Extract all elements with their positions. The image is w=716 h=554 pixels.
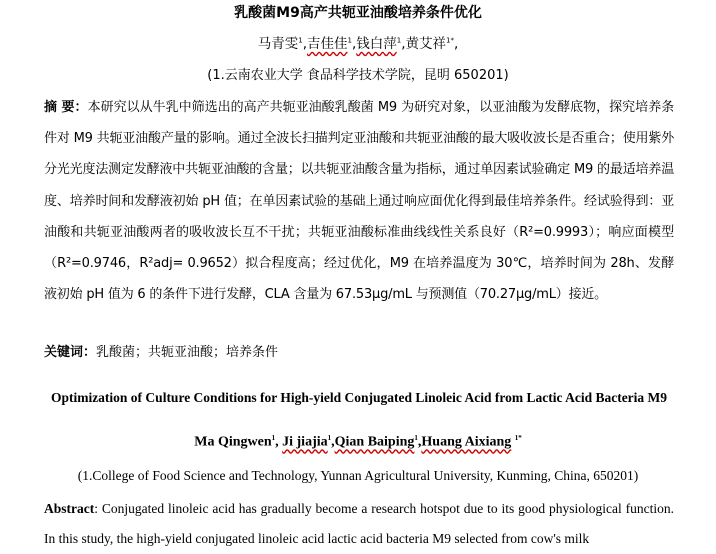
author-name: Ji jiajia [282, 434, 328, 450]
author-affil-mark: 1 [271, 434, 276, 442]
abstract-label: 摘 要： [44, 100, 88, 115]
author-affil-mark: 1* [446, 36, 454, 45]
author-name: Qian Baiping [334, 434, 415, 450]
author-affil-mark: 1 [347, 36, 352, 45]
english-title: Optimization of Culture Conditions for High-yield Conjugated Linoleic Acid from Lactic Acid Bacteria M9 [50, 390, 668, 405]
chinese-title: 乳酸菌M9高产共轭亚油酸培养条件优化 [234, 5, 482, 21]
abstract-body: 本研究以从牛乳中筛选出的高产共轭亚油酸乳酸菌 M9 为研究对象，以亚油酸为发酵底物，探究培养条件对 M9 共轭亚油酸产量的影响。通过全波长扫描判定亚油酸和共轭亚油酸的最大吸收波长是否重合；使用紫外分光光度法测定发酵液中共轭亚油酸的含量；以共轭亚油酸含量为指标，通过单因素试验确定 M9 的最适培养温度、培养时间和发酵液初始 pH 值；在单因素试验的基础上通过响应面优化得到最佳培养条件。经试验得到：亚油酸和共轭亚油酸两者的吸收波长互不干扰；共轭亚油酸标准曲线线性关系良好（R²=0.9993）；响应面模型（R²=0.9746，R²adj= 0.9652）拟合程度高；经过优化，M9 在培养温度为 30℃，培养时间为 28h、发酵液初始 pH 值为 6 的条件下进行发酵，CLA 含量为 67.53μg/mL 与预测值（70.27μg/mL）接近。 [44, 100, 674, 303]
abstract-label: Abstract [44, 501, 95, 516]
author-name: 马青雯 [257, 36, 299, 52]
author-name: 黄艾祥 [405, 36, 447, 52]
author-name: 吉佳佳 [306, 36, 348, 52]
english-abstract [44, 494, 674, 554]
author-affil-mark: 1 [327, 434, 332, 442]
author-name: 钱白萍 [356, 36, 397, 52]
english-authors: Ma Qingwen$^1$, Ji jiajia$^1$,Qian Baiping$^1$,Huang Aixiang $^{1*}$ [194, 434, 522, 450]
author-affil-mark: 1 [396, 36, 402, 45]
author-affil-mark: 1 [298, 36, 303, 45]
author-name: Ma Qingwen [194, 434, 272, 450]
keywords-body: 乳酸菌；共轭亚油酸；培养条件 [96, 345, 279, 360]
keywords-label: 关键词： [44, 345, 97, 360]
chinese-abstract [44, 92, 674, 310]
abstract-body: : Conjugated linoleic acid has gradually become a research hotspot due to its good physiological function. In this study, the high-yield conjugated linoleic acid lactic acid bacteria M9 selected from cow's milk [44, 501, 674, 546]
author-affil-mark: 1* [514, 434, 522, 442]
chinese-keywords [44, 341, 674, 360]
chinese-affiliation: (1.云南农业大学 食品科学技术学院，昆明 650201) [207, 68, 509, 83]
author-name: Huang Aixiang [421, 434, 512, 450]
author-affil-mark: 1 [414, 434, 418, 442]
english-affiliation: (1.College of Food Science and Technology, Yunnan Agricultural University, Kunming, China, 650201) [77, 468, 639, 483]
chinese-authors: 马青雯$^1$,吉佳佳$^1$,钱白萍$^1$,黄艾祥$^{1*}$, [257, 36, 459, 52]
